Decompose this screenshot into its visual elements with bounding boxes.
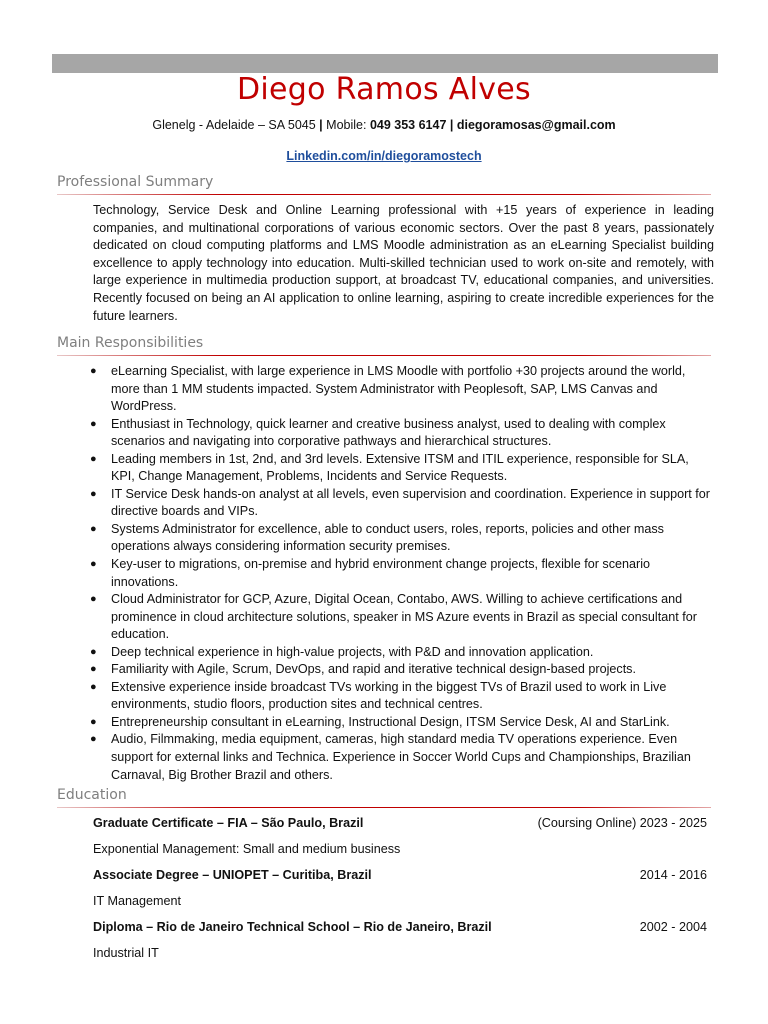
bullet-icon: ● [90,365,97,377]
summary-text: Technology, Service Desk and Online Learning professional with +15 years of experience in leading companies, and multinational corporations of various economic sectors. Over the past 8 years, passionately dedicated on cloud computing platforms and LMS Moodle administration as an eLearning Specialist building excellence to apply technology into education. Multi-skilled technician used to work on-site and remotely, with large experience in multimedia production support, at broadcast TV, educational companies, and universities. Recently focused on being an AI application to online learning, aspiring to create incredible experiences for the future learners. [93,203,714,323]
list-item: ● Audio, Filmmaking, media equipment, cameras, high standard media TV operations experience. Even support for external links and Technica. Experience in Soccer World Cups and Championships, Brazilian Carnaval, Big Brother Brazil and others. [90,732,691,782]
contact-line [0,118,768,132]
list-item: ● eLearning Specialist, with large experience in LMS Moodle with portfolio +30 projects around the world, more than 1 MM students impacted. System Administrator with Peoplesoft, SAP, LMS Canvas and WordPress. [90,364,686,414]
education-title: Diploma – Rio de Janeiro Technical School – Rio de Janeiro, Brazil [93,920,492,934]
bullet-icon: ● [90,593,97,606]
bullet-icon: ● [90,558,97,571]
bullet-icon: ● [90,680,97,693]
section-divider [57,807,711,808]
bullet-icon: ● [90,452,97,465]
section-heading-responsibilities: Main Responsibilities [57,335,204,351]
location: Glenelg - Adelaide – SA 5045 [152,118,316,132]
mobile-label: Mobile: [326,118,367,132]
list-item: ● Leading members in 1st, 2nd, and 3rd levels. Extensive ITSM and ITIL experience, responsible for SLA, KPI, Change Management, Problems, Incidents and Service Requests. [90,451,689,484]
section-divider [57,194,711,195]
list-item: ● Familiarity with Agile, Scrum, DevOps, and rapid and iterative technical design-based projects. [93,661,713,679]
education-title: Graduate Certificate – FIA – São Paulo, Brazil [93,816,364,830]
list-item: ● Key-user to migrations, on-premise and hybrid environment change projects, flexible for scenario innovations. [90,557,650,589]
list-item: ● Entrepreneurship consultant in eLearning, Instructional Design, ITSM Service Desk, AI and StarLink. [93,714,713,732]
education-title: Associate Degree – UNIOPET – Curitiba, Brazil [93,868,372,882]
linkedin-line [0,149,768,163]
education-detail: Industrial IT [93,946,159,960]
list-item: ● Systems Administrator for excellence, able to conduct users, roles, reports, policies and other mass operations always considering information security premises. [90,521,664,554]
bullet-icon: ● [90,663,97,676]
education-entry [93,920,707,934]
education-entry [93,868,707,882]
education-detail: IT Management [93,894,181,908]
bullet-icon: ● [90,645,97,658]
list-item: ● IT Service Desk hands-on analyst at all levels, even supervision and coordination. Experience in support for directive boards and VIPs. [90,486,710,519]
education-entry [93,816,707,830]
bullet-icon: ● [90,715,97,728]
responsibilities-list [90,363,713,784]
separator: | [449,118,454,132]
section-heading-summary: Professional Summary [57,174,214,190]
bullet-icon: ● [90,733,97,746]
bullet-icon: ● [90,522,97,535]
list-item: ● Deep technical experience in high-value projects, with P&D and innovation application. [93,644,713,662]
education-detail: Exponential Management: Small and medium business [93,842,401,856]
candidate-name: Diego Ramos Alves [237,72,531,107]
header-bar [52,54,718,73]
separator: | [319,118,323,132]
list-item: ● Enthusiast in Technology, quick learner and creative business analyst, used to dealing with complex scenarios and navigating into corporative pathways and hierarchical structures. [90,416,666,449]
list-item: ● Extensive experience inside broadcast TVs working in the biggest TVs of Brazil used to work in Live environments, studio floors, production sites and technical centres. [90,679,667,712]
section-heading-education: Education [57,787,127,803]
education-dates: 2002 - 2004 [639,920,707,934]
linkedin-link[interactable]: Linkedin.com/in/diegoramostech [286,149,482,163]
list-item: ● Cloud Administrator for GCP, Azure, Digital Ocean, Contabo, AWS. Willing to achieve certifications and prominence in cloud architecture solutions, speaker in MS Azure events in Brazil as special consultant for education. [90,592,697,642]
education-dates: 2014 - 2016 [639,868,707,882]
bullet-icon: ● [90,487,97,500]
mobile-number: 049 353 6147 [369,118,447,132]
email: diegoramosas@gmail.com [456,118,616,132]
education-dates: (Coursing Online) 2023 - 2025 [537,816,707,830]
section-divider [57,355,711,356]
bullet-icon: ● [90,417,97,430]
